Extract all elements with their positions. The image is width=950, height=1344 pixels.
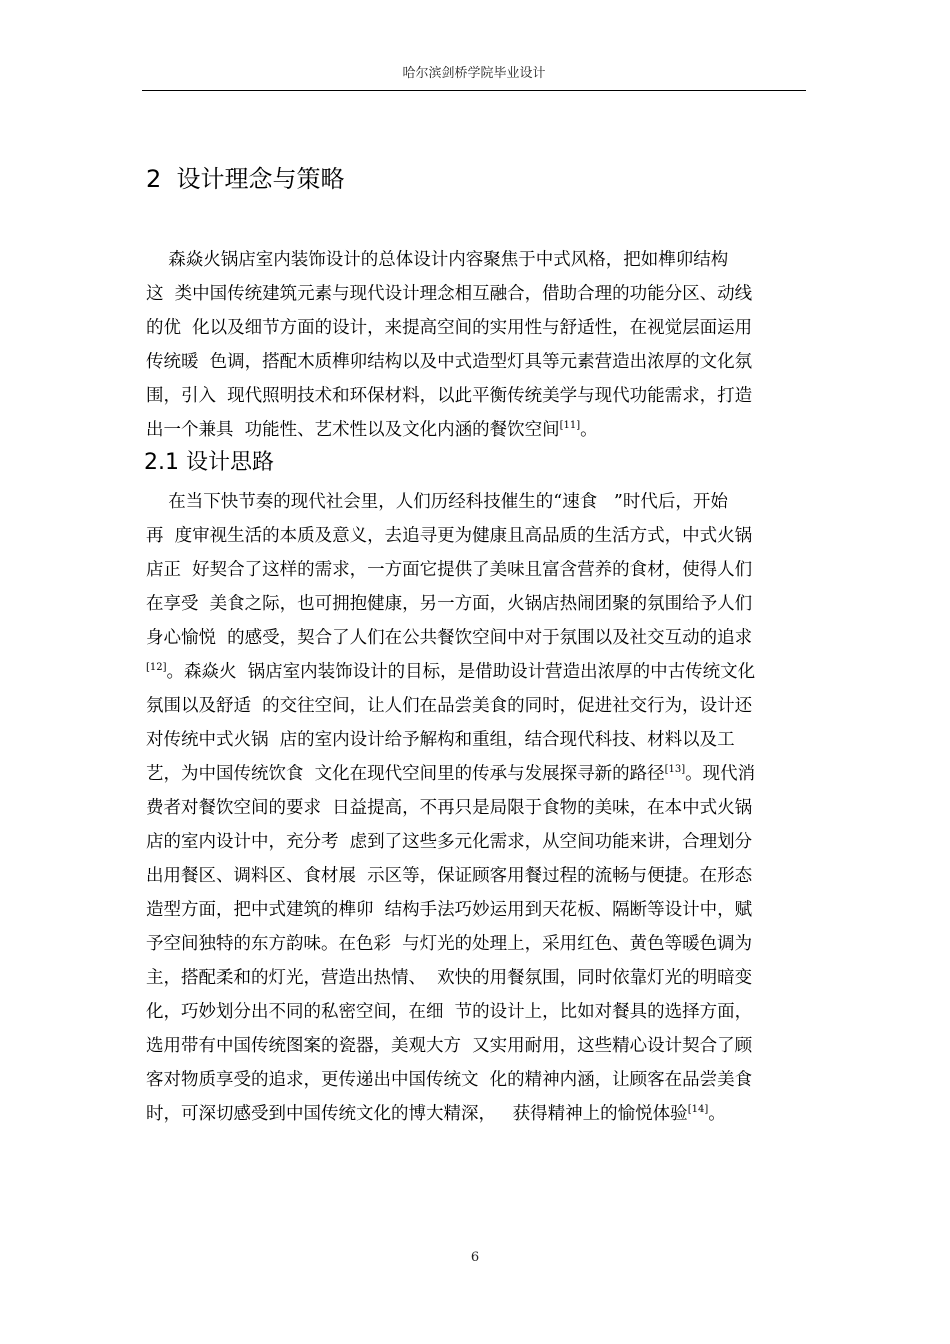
line-text: 出一个兼具 功能性、艺术性以及文化内涵的餐饮空间 [146, 420, 560, 440]
line-tail: 。 [580, 420, 598, 440]
paragraph-line: 在当下快节奏的现代社会里，人们历经科技催生的“速食 ”时代后，开始 [146, 492, 728, 512]
line-tail: 。 [708, 1104, 726, 1124]
paragraph-line: 化，巧妙划分出不同的私密空间，在细 节的设计上，比如对餐具的选择方面， [146, 1002, 753, 1022]
paragraph-line [146, 660, 755, 684]
paragraph-line: 这 类中国传统建筑元素与现代设计理念相互融合，借助合理的功能分区、动线 [146, 284, 753, 304]
line-text: 艺，为中国传统饮食 文化在现代空间里的传承与发展探寻新的路径 [146, 764, 665, 784]
page-header: 哈尔滨剑桥学院毕业设计 [142, 64, 806, 91]
paragraph-line [146, 762, 755, 786]
paragraph-line: 围，引入 现代照明技术和环保材料，以此平衡传统美学与现代功能需求，打造 [146, 386, 753, 406]
paragraph-line: 造型方面，把中式建筑的榫卯 结构手法巧妙运用到天花板、隔断等设计中，赋 [146, 900, 753, 920]
paragraph-line [146, 1102, 726, 1126]
paragraph-line: 予空间独特的东方韵味。在色彩 与灯光的处理上，采用红色、黄色等暖色调为 [146, 934, 753, 954]
paragraph-line: 对传统中式火锅 店的室内设计给予解构和重组，结合现代科技、材料以及工 [146, 730, 735, 750]
paragraph-line: 的优 化以及细节方面的设计，来提高空间的实用性与舒适性，在视觉层面运用 [146, 318, 753, 338]
paragraph-line: 出用餐区、调料区、食材展 示区等，保证顾客用餐过程的流畅与便捷。在形态 [146, 866, 753, 886]
line-text: 。森焱火 锅店室内装饰设计的目标，是借助设计营造出浓厚的中古传统文化 [166, 662, 756, 682]
paragraph-line: 店正 好契合了这样的需求，一方面它提供了美味且富含营养的食材，使得人们 [146, 560, 753, 580]
paragraph-line: 传统暖 色调，搭配木质榫卯结构以及中式造型灯具等元素营造出浓厚的文化氛 [146, 352, 753, 372]
line-tail: 。现代消 [685, 764, 756, 784]
citation-ref: [13] [664, 764, 686, 776]
paragraph-line: 在享受 美食之际，也可拥抱健康，另一方面，火锅店热闹团聚的氛围给予人们 [146, 594, 753, 614]
paragraph-line: 身心愉悦 的感受，契合了人们在公共餐饮空间中对于氛围以及社交互动的追求 [146, 628, 753, 648]
paragraph-line: 客对物质享受的追求，更传递出中国传统文 化的精神内涵，让顾客在品尝美食 [146, 1070, 753, 1090]
paragraph-line [146, 418, 598, 442]
page-number: 6 [470, 1250, 480, 1265]
paragraph-line: 主，搭配柔和的灯光，营造出热情、 欢快的用餐氛围，同时依靠灯光的明暗变 [146, 968, 753, 988]
paragraph-line: 费者对餐饮空间的要求 日益提高，不再只是局限于食物的美味，在本中式火锅 [146, 798, 753, 818]
citation-ref: [11] [559, 420, 581, 432]
paragraph-line: 店的室内设计中，充分考 虑到了这些多元化需求，从空间功能来讲，合理划分 [146, 832, 753, 852]
paragraph-line: 氛围以及舒适 的交往空间，让人们在品尝美食的同时，促进社交行为，设计还 [146, 696, 753, 716]
section-heading: 2.1 设计思路 [144, 450, 274, 475]
line-text: 时，可深切感受到中国传统文化的博大精深， 获得精神上的愉悦体验 [146, 1104, 688, 1124]
paragraph-line: 选用带有中国传统图案的瓷器，美观大方 又实用耐用，这些精心设计契合了顾 [146, 1036, 753, 1056]
paragraph-line: 森焱火锅店室内装饰设计的总体设计内容聚焦于中式风格，把如榫卯结构 [146, 250, 729, 270]
citation-ref: [14] [687, 1104, 709, 1116]
chapter-heading: 2 设计理念与策略 [146, 165, 345, 193]
citation-ref: [12] [146, 662, 167, 674]
paragraph-line: 再 度审视生活的本质及意义，去追寻更为健康且高品质的生活方式，中式火锅 [146, 526, 753, 546]
